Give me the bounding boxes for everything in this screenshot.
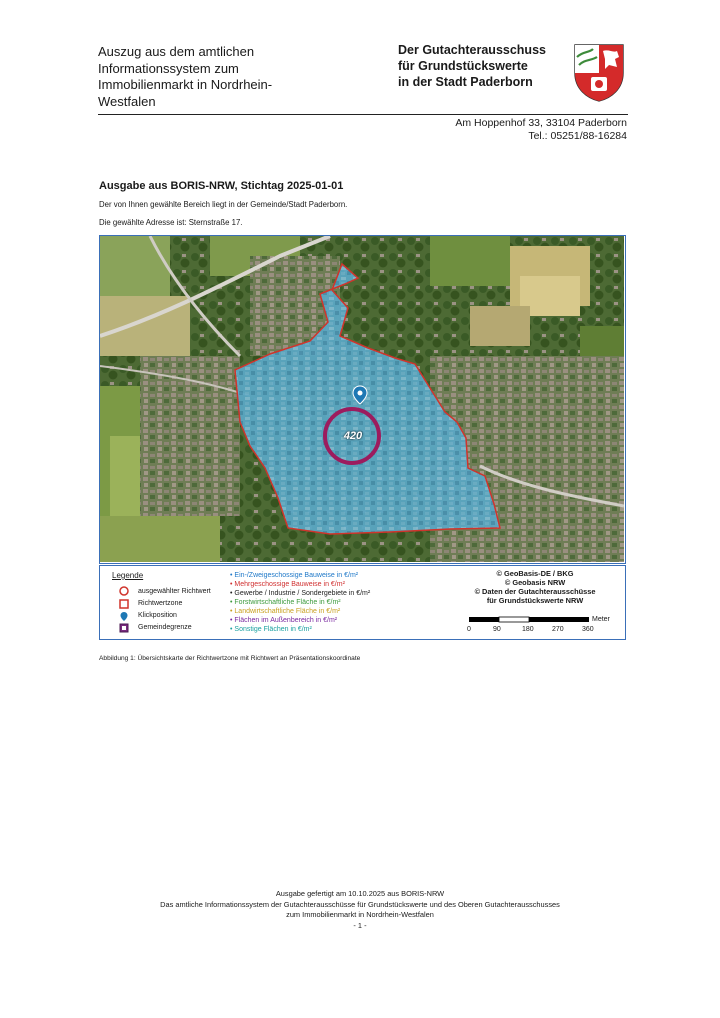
credit-line: © GeoBasis-DE / BKG	[496, 569, 574, 578]
scale-bar	[468, 616, 618, 638]
richtwert-label: 420	[343, 430, 363, 442]
overview-map[interactable]	[99, 235, 626, 564]
legend-category: • Sonstige Flächen in €/m²	[230, 626, 312, 633]
footer-line: Das amtliche Informationssystem der Gutachterausschüsse für Grundstückswerte und des Oberen Gutachterausschusses	[160, 899, 560, 909]
page-number: - 1 -	[353, 920, 367, 930]
scale-tick: 180	[522, 626, 534, 633]
scale-tick: 270	[552, 626, 564, 633]
figure-caption: Abbildung 1: Übersichtskarte der Richtwertzone mit Richtwert an Präsentationskoordinate	[99, 655, 361, 662]
organisation-line: Der Gutachterausschuss	[398, 43, 546, 57]
issuer-line: Westfalen	[98, 93, 156, 109]
scale-tick: 360	[582, 626, 594, 633]
circle-outline-icon	[120, 587, 128, 595]
issuer-line: Immobilienmarkt in Nordrhein-	[98, 77, 273, 92]
credit-line: © Daten der Gutachterausschüsse	[474, 587, 596, 596]
nrw-coat-of-arms-icon	[573, 43, 625, 103]
legend-symbol-label: Gemeindegrenze	[138, 624, 192, 631]
issuer-title	[98, 44, 358, 110]
scale-tick: 90	[493, 626, 501, 633]
legend-category: • Flächen im Außenbereich in €/m²	[230, 617, 338, 624]
legend-symbol-icons	[118, 586, 132, 640]
organisation-name	[398, 42, 578, 90]
legend-symbol-label: Richtwertzone	[138, 600, 183, 607]
report-title: Ausgabe aus BORIS-NRW, Stichtag 2025-01-01	[99, 180, 344, 192]
area-statement: Der von Ihnen gewählte Bereich liegt in der Gemeinde/Stadt Paderborn.	[99, 200, 348, 209]
contact-block	[455, 117, 627, 143]
scale-unit: Meter	[592, 616, 610, 623]
issuer-line: Informationssystem zum	[98, 60, 239, 76]
legend-category: • Forstwirtschaftliche Fläche in €/m²	[230, 599, 341, 606]
organisation-line: in der Stadt Paderborn	[398, 75, 533, 89]
legend-category: • Ein-/Zweigeschossige Bauweise in €/m²	[230, 572, 359, 579]
header-divider	[98, 114, 628, 115]
pin-icon	[121, 612, 128, 621]
address-text: Am Hoppenhof 33, 33104 Paderborn	[455, 117, 627, 129]
footer-line: zum Immobilienmarkt in Nordrhein-Westfalen	[286, 910, 434, 919]
legend-category: • Mehrgeschossige Bauweise in €/m²	[230, 581, 345, 588]
map-credits	[450, 569, 620, 605]
credit-line: © Geobasis NRW	[504, 578, 566, 587]
page-footer	[0, 889, 720, 931]
map-legend	[99, 565, 626, 640]
footer-line: Ausgabe gefertigt am 10.10.2025 aus BORIS-NRW	[275, 889, 445, 898]
legend-category: • Landwirtschaftliche Fläche in €/m²	[230, 608, 341, 615]
scale-bar-graphic	[468, 616, 590, 624]
aerial-map-image	[100, 236, 624, 562]
phone-text: Tel.: 05251/88-16284	[528, 130, 627, 142]
address-statement: Die gewählte Adresse ist: Sternstraße 17.	[99, 218, 243, 227]
scale-tick: 0	[467, 626, 471, 633]
issuer-line: Auszug aus dem amtlichen	[98, 44, 255, 59]
legend-symbol-label: ausgewählter Richtwert	[138, 588, 211, 595]
credit-line: für Grundstückswerte NRW	[486, 596, 584, 605]
square-outline-icon	[120, 600, 128, 608]
legend-symbol-label: Klickposition	[138, 612, 177, 619]
legend-category: • Gewerbe / Industrie / Sondergebiete in €/m²	[230, 590, 371, 597]
organisation-line: für Grundstückswerte	[398, 59, 528, 73]
legend-heading: Legende	[112, 571, 144, 580]
